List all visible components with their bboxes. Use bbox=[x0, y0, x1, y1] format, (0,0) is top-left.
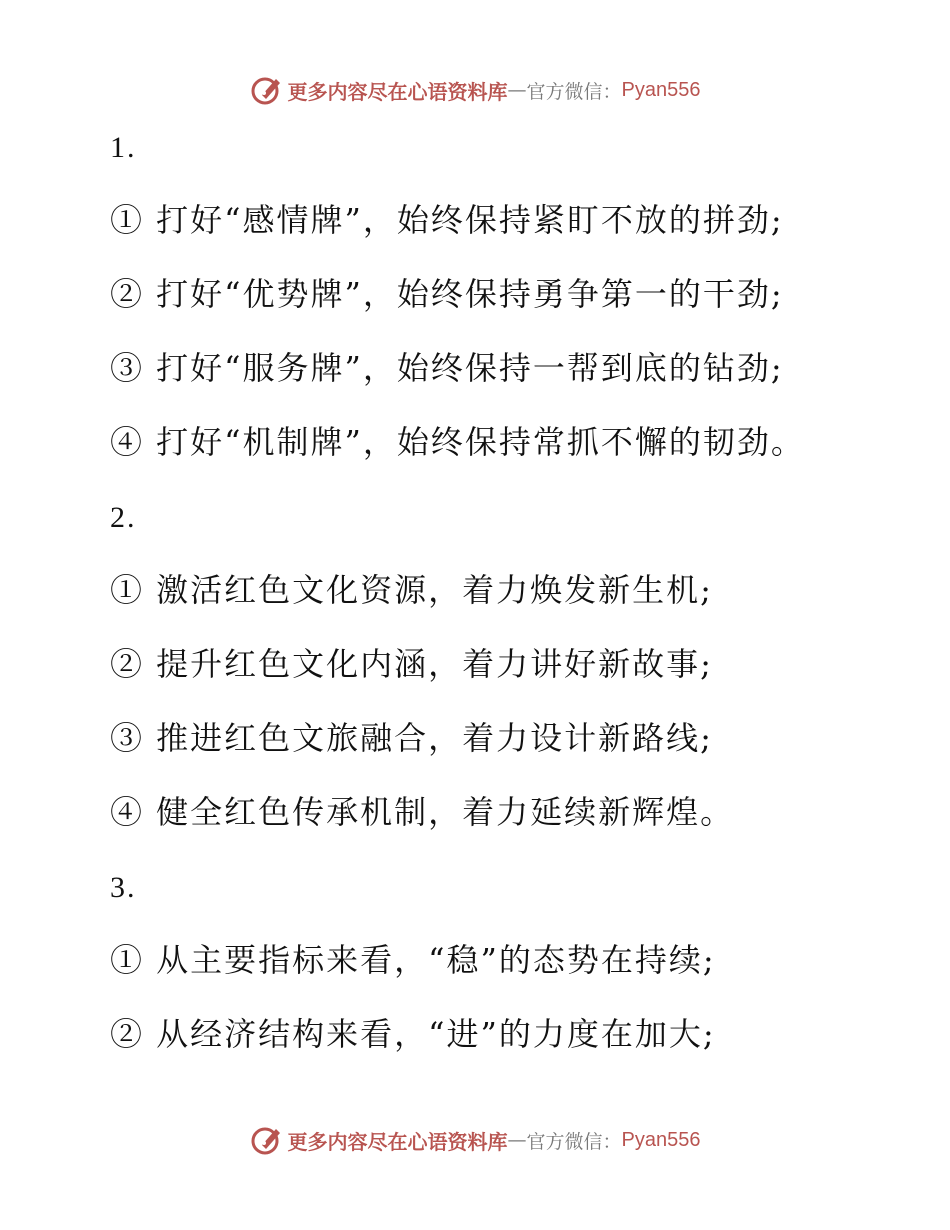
section-2-item-3: ③ 推进红色文旅融合，着力设计新路线; bbox=[110, 719, 713, 757]
section-1-item-3: ③ 打好“服务牌”，始终保持一帮到底的钻劲; bbox=[110, 349, 784, 387]
section-1-item-2: ② 打好“优势牌”，始终保持勇争第一的干劲; bbox=[110, 275, 784, 313]
section-2-heading: 2. bbox=[110, 501, 137, 534]
section-2-item-4: ④ 健全红色传承机制，着力延续新辉煌。 bbox=[110, 793, 735, 831]
section-1-heading: 1. bbox=[110, 131, 137, 164]
section-2-item-2: ② 提升红色文化内涵，着力讲好新故事; bbox=[110, 645, 713, 683]
section-1-item-1: ① 打好“感情牌”，始终保持紧盯不放的拼劲; bbox=[110, 201, 784, 239]
watermark-brand: 更多内容尽在心语资料库 bbox=[287, 79, 508, 104]
watermark-code: Pyan556 bbox=[621, 1128, 701, 1151]
footer-watermark bbox=[0, 1120, 950, 1160]
watermark-brand: 更多内容尽在心语资料库 bbox=[287, 1129, 508, 1154]
header-watermark bbox=[0, 70, 950, 110]
section-3-item-1: ① 从主要指标来看，“稳”的态势在持续; bbox=[110, 941, 716, 979]
watermark-label: 官方微信： bbox=[526, 80, 622, 103]
section-3-item-2: ② 从经济结构来看，“进”的力度在加大; bbox=[110, 1015, 716, 1053]
pen-nib-circle-icon bbox=[250, 1123, 284, 1157]
section-2-item-1: ① 激活红色文化资源，着力焕发新生机; bbox=[110, 571, 713, 609]
watermark-label: 官方微信： bbox=[526, 1130, 622, 1153]
section-3-heading: 3. bbox=[110, 871, 137, 904]
watermark-dash: — bbox=[507, 1129, 527, 1151]
watermark-dash: — bbox=[507, 79, 527, 101]
pen-nib-circle-icon bbox=[250, 73, 284, 107]
section-1-item-4: ④ 打好“机制牌”，始终保持常抓不懈的韧劲。 bbox=[110, 423, 805, 461]
watermark-code: Pyan556 bbox=[621, 78, 701, 101]
